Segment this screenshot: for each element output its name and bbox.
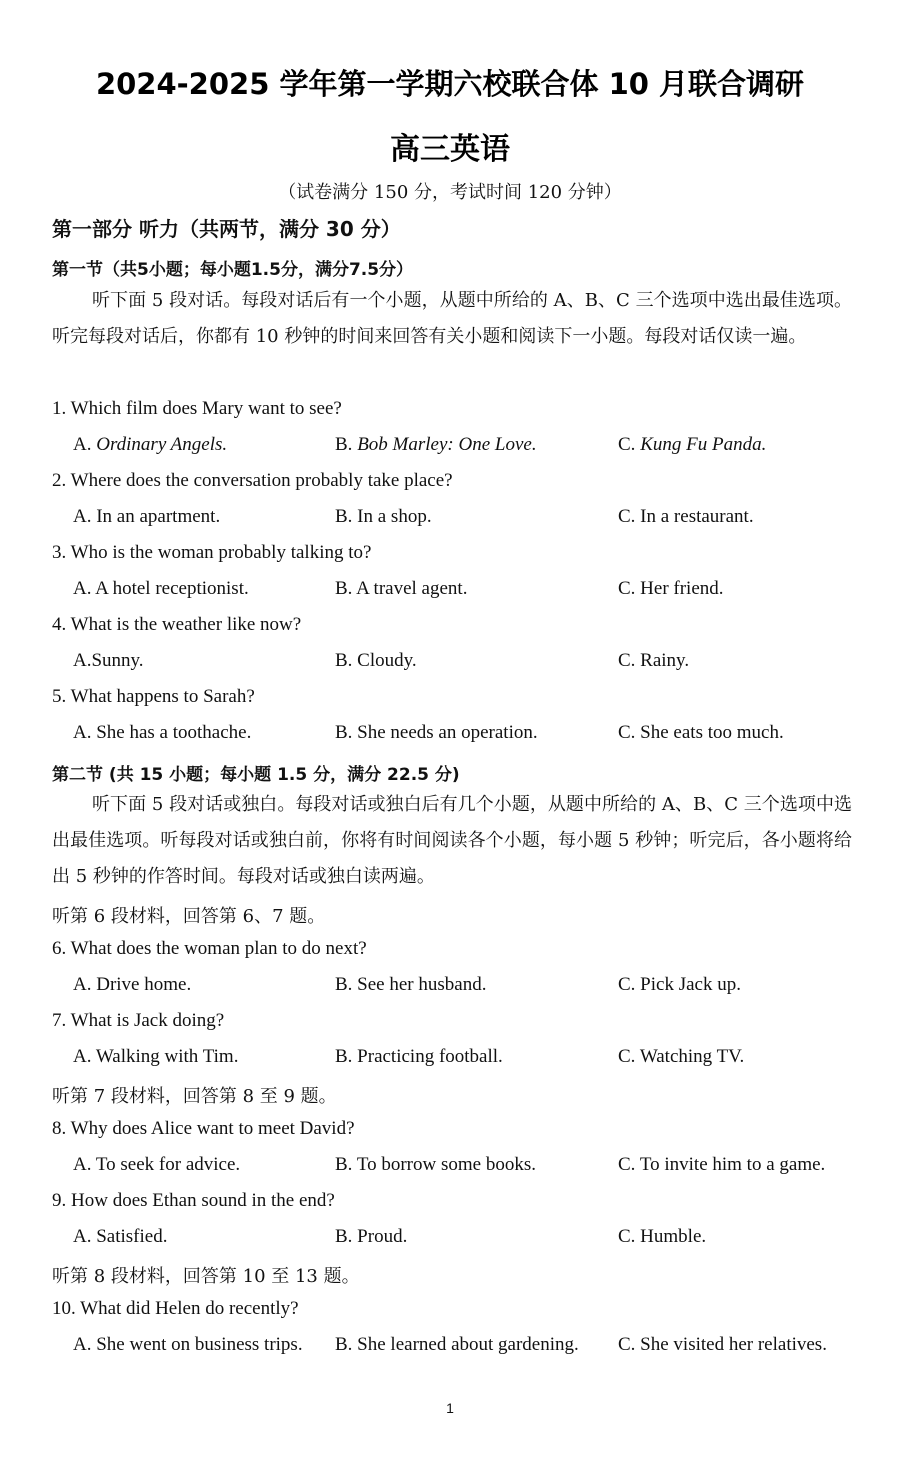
question-2: 2. Where does the conversation probably take place?: [52, 470, 453, 491]
question-2-option-c: C. In a restaurant.: [618, 506, 754, 527]
exam-subject: 高三英语: [390, 132, 510, 167]
question-8-option-b: B. To borrow some books.: [335, 1154, 536, 1175]
question-2-option-a: A. In an apartment.: [73, 506, 221, 527]
question-10: 10. What did Helen do recently?: [52, 1298, 299, 1319]
option-letter: A.: [73, 434, 97, 455]
question-10-option-a: A. She went on business trips.: [73, 1334, 303, 1355]
exam-note: （试卷满分 150 分，考试时间 120 分钟）: [278, 182, 622, 203]
option-text: Bob Marley: One Love.: [357, 434, 537, 455]
page-number: 1: [446, 1400, 454, 1416]
question-6-option-b: B. See her husband.: [335, 974, 487, 995]
option-letter: C.: [618, 434, 641, 455]
question-1: 1. Which film does Mary want to see?: [52, 398, 342, 419]
question-9-option-a: A. Satisfied.: [73, 1226, 168, 1247]
material-8-instruction: 听第 8 段材料，回答第 10 至 13 题。: [52, 1266, 360, 1287]
section1-instructions: 听下面 5 段对话。每段对话后有一个小题，从题中所给的 A、B、C 三个选项中选出最佳选项。听完每段对话后，你都有 10 秒钟的时间来回答有关小题和阅读下一小题。每段对话仅读一遍。: [52, 290, 852, 347]
question-3-option-b: B. A travel agent.: [335, 578, 468, 599]
question-4: 4. What is the weather like now?: [52, 614, 302, 635]
question-6: 6. What does the woman plan to do next?: [52, 938, 367, 959]
question-4-option-c: C. Rainy.: [618, 650, 690, 671]
question-7-option-c: C. Watching TV.: [618, 1046, 745, 1067]
question-3-option-a: A. A hotel receptionist.: [73, 578, 249, 599]
question-5-option-c: C. She eats too much.: [618, 722, 784, 743]
option-text: Ordinary Angels.: [96, 434, 228, 455]
question-1-option-c: [618, 434, 766, 456]
question-7: 7. What is Jack doing?: [52, 1010, 225, 1031]
question-7-option-b: B. Practicing football.: [335, 1046, 503, 1067]
question-6-option-a: A. Drive home.: [73, 974, 192, 995]
question-5: 5. What happens to Sarah?: [52, 686, 255, 707]
question-7-option-a: A. Walking with Tim.: [73, 1046, 239, 1067]
question-2-option-b: B. In a shop.: [335, 506, 432, 527]
material-7-instruction: 听第 7 段材料，回答第 8 至 9 题。: [52, 1086, 337, 1107]
question-3: 3. Who is the woman probably talking to?: [52, 542, 372, 563]
part1-heading: 第一部分 听力（共两节，满分 30 分）: [52, 217, 401, 241]
question-8-option-a: A. To seek for advice.: [73, 1154, 241, 1175]
question-9: 9. How does Ethan sound in the end?: [52, 1190, 335, 1211]
question-8: 8. Why does Alice want to meet David?: [52, 1118, 355, 1139]
section2-heading: 第二节 (共 15 小题；每小题 1.5 分，满分 22.5 分): [52, 765, 460, 785]
question-1-option-a: [73, 434, 227, 456]
section2-instructions: 听下面 5 段对话或独白。每段对话或独白后有几个小题，从题中所给的 A、B、C 三个选项中选出最佳选项。听每段对话或独白前，你将有时间阅读各个小题，每小题 5 秒钟；听完后，各小题将给出 5 秒钟的作答时间。每段对话或独白读两遍。: [52, 794, 852, 887]
option-letter: B.: [335, 434, 358, 455]
question-4-option-a: A.Sunny.: [73, 650, 144, 671]
question-10-option-c: C. She visited her relatives.: [618, 1334, 827, 1355]
material-6-instruction: 听第 6 段材料，回答第 6、7 题。: [52, 906, 326, 927]
question-5-option-b: B. She needs an operation.: [335, 722, 538, 743]
question-5-option-a: A. She has a toothache.: [73, 722, 252, 743]
question-9-option-c: C. Humble.: [618, 1226, 707, 1247]
section1-heading: 第一节（共5小题；每小题1.5分，满分7.5分）: [52, 260, 414, 280]
question-10-option-b: B. She learned about gardening.: [335, 1334, 579, 1355]
question-6-option-c: C. Pick Jack up.: [618, 974, 741, 995]
question-9-option-b: B. Proud.: [335, 1226, 408, 1247]
question-1-option-b: [335, 434, 537, 456]
question-8-option-c: C. To invite him to a game.: [618, 1154, 826, 1175]
question-4-option-b: B. Cloudy.: [335, 650, 417, 671]
option-text: Kung Fu Panda.: [640, 434, 767, 455]
exam-title: 2024-2025 学年第一学期六校联合体 10 月联合调研: [95, 67, 805, 101]
question-3-option-c: C. Her friend.: [618, 578, 724, 599]
